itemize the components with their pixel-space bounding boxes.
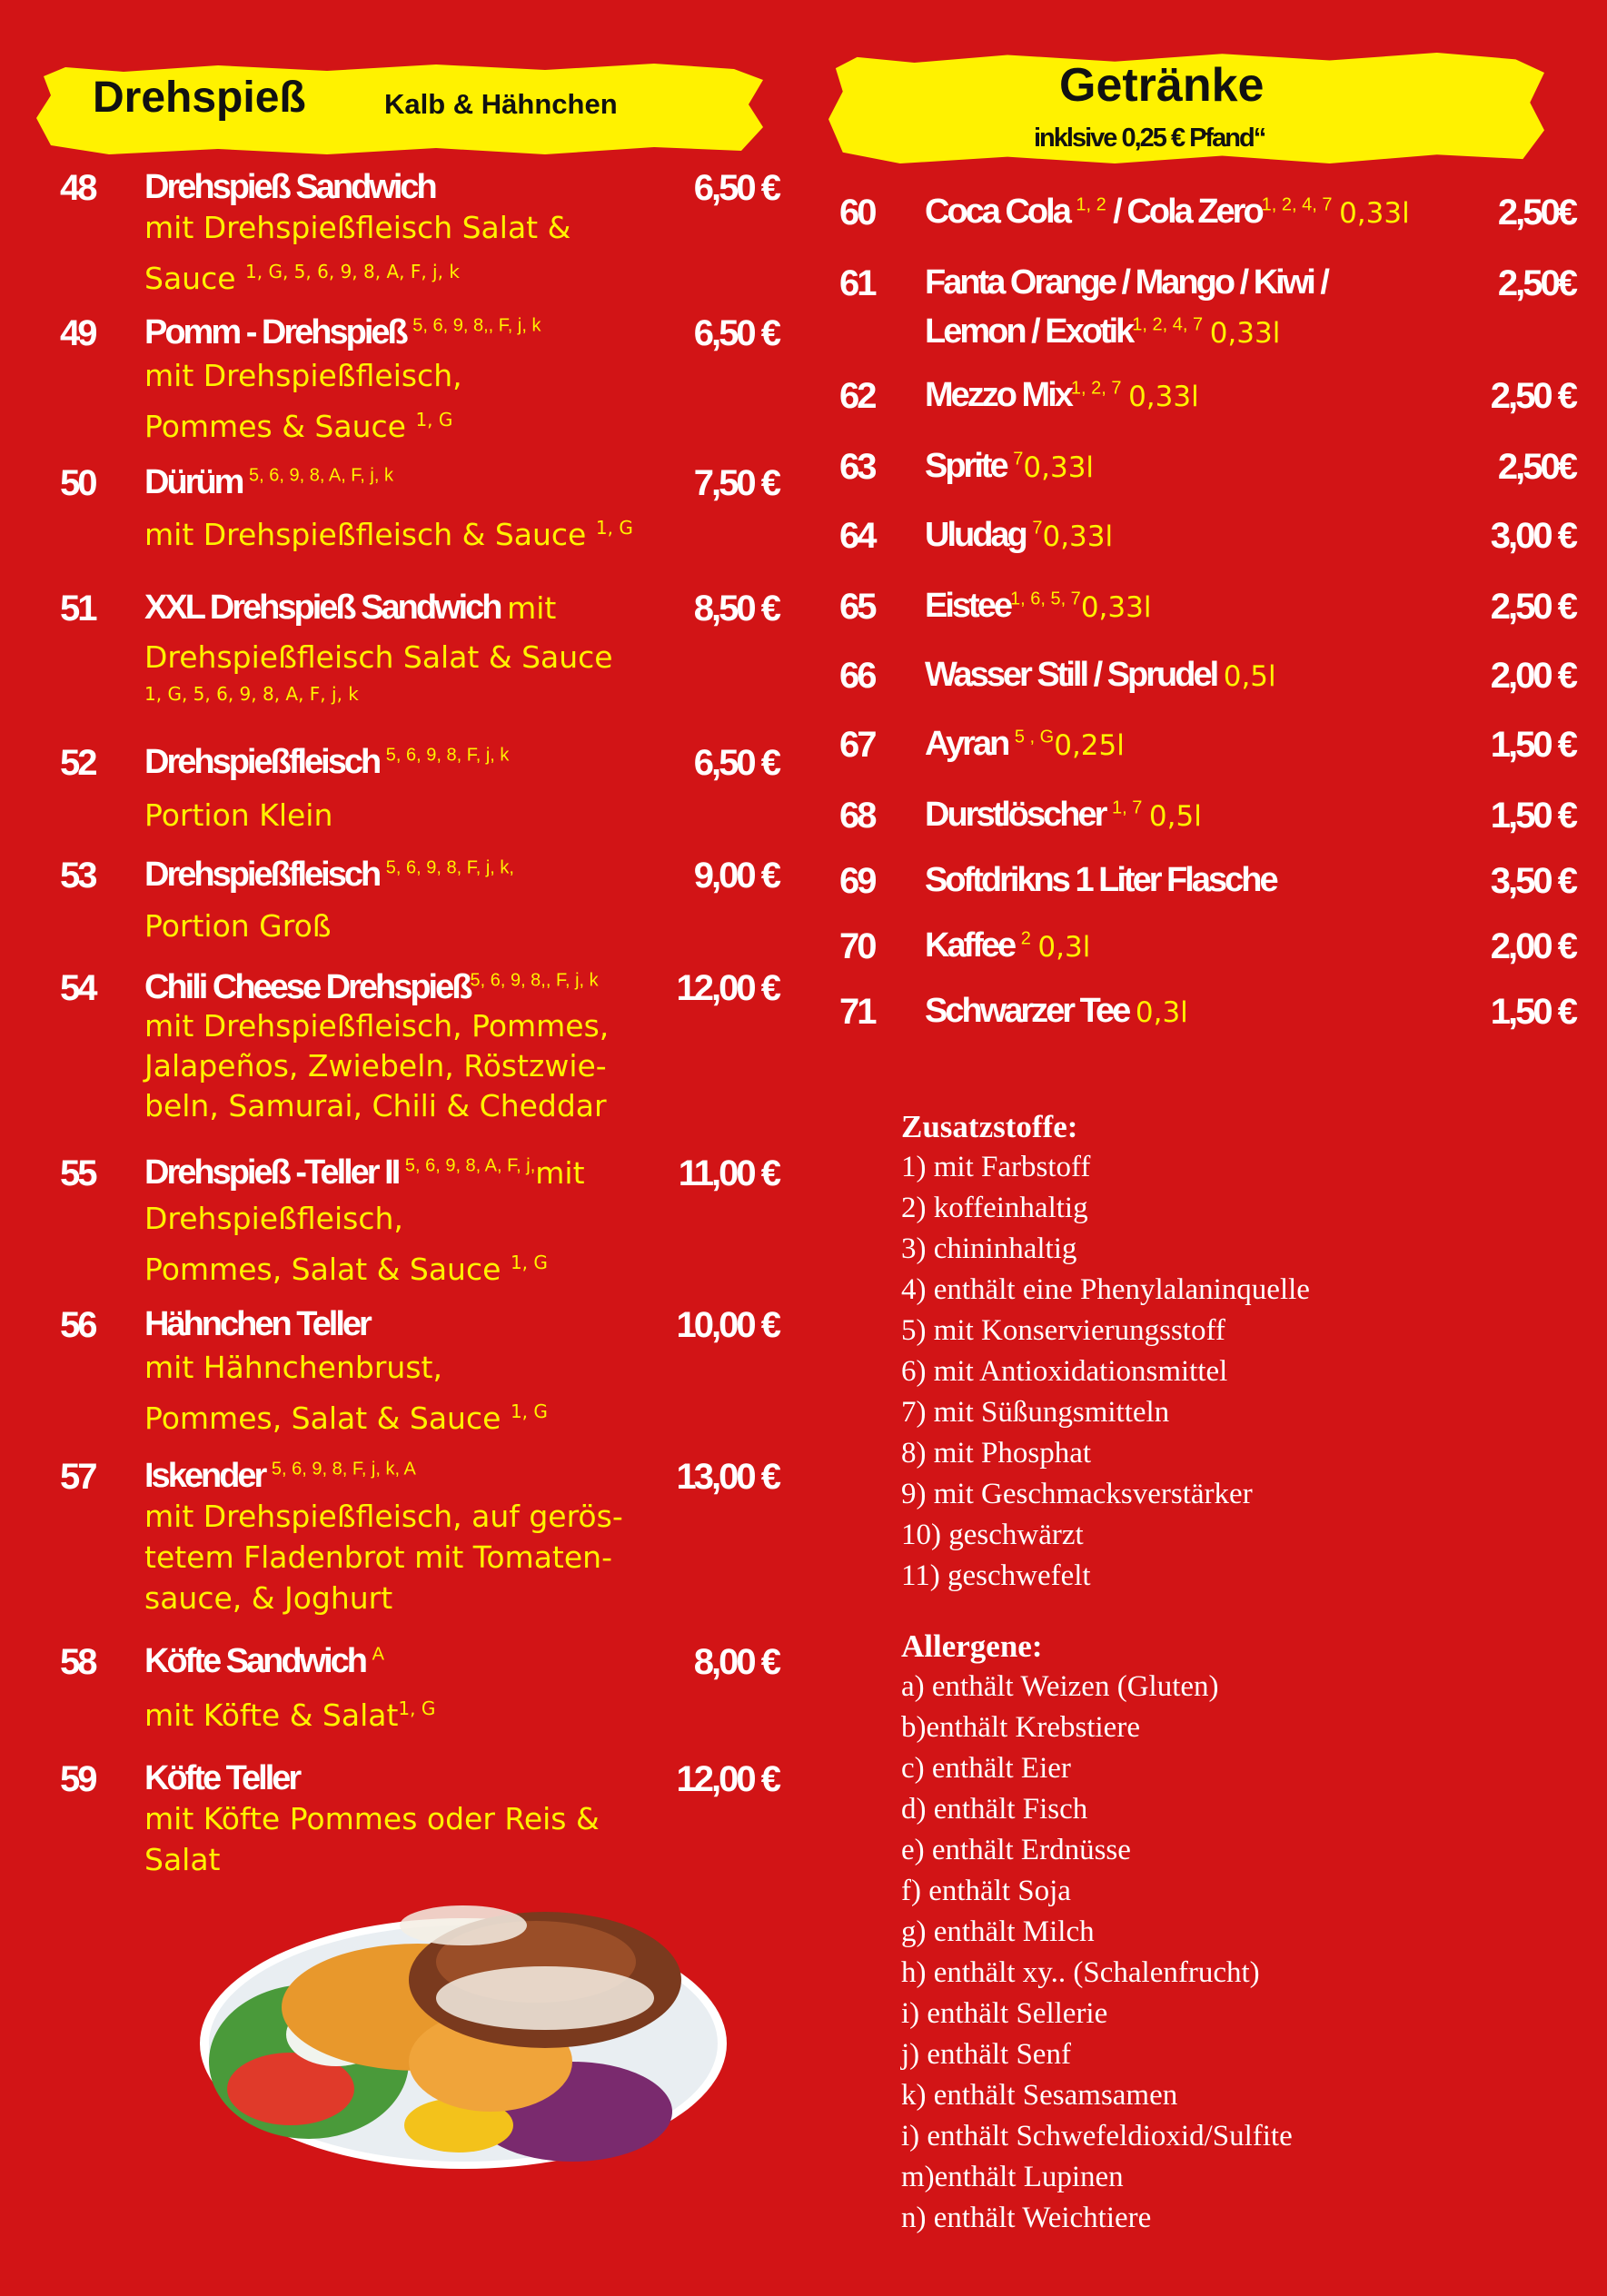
drink-name: Eistee$^{1, 6, 5, 7}$0,33l <box>925 587 1152 625</box>
list-item: 9) mit Geschmacksverstärker <box>901 1478 1253 1510</box>
list-item: h) enthält xy.. (Schalenfrucht) <box>901 1956 1260 1989</box>
item-price: 8,00 € <box>693 1642 779 1682</box>
item-description: Drehspießfleisch, Pommes, Salat & Sauce $^{1, G}$ <box>144 1201 548 1287</box>
item-description: Portion Groß <box>144 908 332 944</box>
drink-name-line2: Lemon / Exotik$^{1, 2, 4, 7}$ 0,33l <box>925 312 1281 351</box>
item-price: 12,00 € <box>676 968 779 1008</box>
drink-name: Mezzo Mix$^{1, 2, 7}$ 0,33l <box>925 376 1199 414</box>
item-description: mit Drehspießfleisch, Pommes & Sauce $^{1, G}$ <box>144 358 462 444</box>
item-price: 13,00 € <box>676 1457 779 1497</box>
right-header-subtitle: inklsive 0,25 € Pfand“ <box>1034 124 1265 153</box>
drink-price: 2,00 € <box>1490 926 1575 966</box>
left-header-title: Drehspieß <box>93 74 306 122</box>
list-item: k) enthält Sesamsamen <box>901 2079 1178 2112</box>
drink-number: 60 <box>839 193 875 233</box>
item-number: 51 <box>60 589 95 628</box>
item-number: 57 <box>60 1457 95 1497</box>
drink-price: 2,50 € <box>1490 376 1575 416</box>
drink-name: Kaffee $^2$ 0,3l <box>925 926 1091 965</box>
drink-number: 68 <box>839 796 875 836</box>
item-price: 7,50 € <box>693 463 779 503</box>
drink-price: 3,00 € <box>1490 516 1575 556</box>
item-description: mit Hähnchenbrust, Pommes, Salat & Sauce $^{1, G}$ <box>144 1350 548 1436</box>
item-name: Drehspießfleisch $^{5, 6, 9, 8, F, j, k,}$ <box>144 856 514 894</box>
item-number: 49 <box>60 313 95 353</box>
list-item: a) enthält Weizen (Gluten) <box>901 1670 1219 1703</box>
list-item: g) enthält Milch <box>901 1915 1095 1948</box>
item-description: mit Köfte & Salat$^{1, G}$ <box>144 1697 436 1733</box>
item-name: Iskender $^{5, 6, 9, 8, F, j, k, A}$ <box>144 1457 416 1495</box>
list-item: i) enthält Schwefeldioxid/Sulfite <box>901 2120 1293 2152</box>
drink-name: Durstlöscher $^{1, 7}$ 0,5l <box>925 796 1202 834</box>
list-item: j) enthält Senf <box>901 2038 1071 2071</box>
drink-name: Wasser Still / Sprudel 0,5l <box>925 656 1276 694</box>
list-item: m)enthält Lupinen <box>901 2161 1124 2193</box>
list-item: n) enthält Weichtiere <box>901 2202 1152 2234</box>
drink-name: Ayran $^{5 , G}$0,25l <box>925 725 1125 763</box>
list-item: 3) chininhaltig <box>901 1232 1077 1265</box>
drink-price: 1,50 € <box>1490 992 1575 1032</box>
item-number: 59 <box>60 1759 95 1799</box>
drink-price: 2,50€ <box>1497 263 1575 303</box>
right-header-title: Getränke <box>1059 59 1265 112</box>
list-item: 8) mit Phosphat <box>901 1437 1092 1470</box>
item-price: 6,50 € <box>693 168 779 208</box>
drink-name: Softdrikns 1 Liter Flasche <box>925 861 1276 899</box>
drink-name: Sprite $^7$0,33l <box>925 447 1095 485</box>
item-name: Drehspießfleisch $^{5, 6, 9, 8, F, j, k}$ <box>144 743 510 781</box>
drink-price: 2,00 € <box>1490 656 1575 696</box>
drink-number: 63 <box>839 447 875 487</box>
left-header-subtitle: Kalb & Hähnchen <box>384 88 618 120</box>
item-name: Pomm - Drehspieß $^{5, 6, 9, 8,, F, j, k}$ <box>144 313 541 351</box>
allergens-list <box>901 1626 1293 2239</box>
item-price: 10,00 € <box>676 1305 779 1345</box>
item-price: 9,00 € <box>693 856 779 896</box>
item-description: Drehspießfleisch Salat & Sauce <box>144 639 613 675</box>
drink-price: 3,50 € <box>1490 861 1575 901</box>
list-item: i) enthält Sellerie <box>901 1997 1108 2030</box>
item-price: 6,50 € <box>693 313 779 353</box>
list-item: e) enthält Erdnüsse <box>901 1834 1131 1866</box>
list-item: 11) geschwefelt <box>901 1559 1091 1592</box>
doner-plate-image <box>191 1880 736 2180</box>
drink-name: Uludag $^7$0,33l <box>925 516 1114 554</box>
list-item: 4) enthält eine Phenylalaninquelle <box>901 1273 1310 1306</box>
list-item: 6) mit Antioxidationsmittel <box>901 1355 1228 1388</box>
drink-price: 2,50 € <box>1490 587 1575 627</box>
list-item: 1) mit Farbstoff <box>901 1151 1091 1183</box>
drink-number: 69 <box>839 861 875 901</box>
drink-name: Schwarzer Tee 0,3l <box>925 992 1188 1030</box>
item-number: 54 <box>60 968 95 1008</box>
item-number: 58 <box>60 1642 95 1682</box>
additives-heading: Zusatzstoffe: <box>901 1109 1078 1144</box>
item-number: 48 <box>60 168 95 208</box>
item-name: Chili Cheese Drehspieß$^{5, 6, 9, 8,, F, j, k}$ <box>144 968 599 1006</box>
item-description: mit Drehspießfleisch, auf gerös- tetem Fladenbrot mit Tomaten- sauce, & Joghurt <box>144 1499 623 1616</box>
item-name: Köfte Teller <box>144 1759 300 1797</box>
item-name: XXL Drehspieß Sandwich mit <box>144 589 557 627</box>
item-description: mit Drehspießfleisch, Pommes, Jalapeños, Zwiebeln, Röstzwie- beln, Samurai, Chili & Cheddar <box>144 1008 610 1123</box>
drink-price: 2,50€ <box>1497 447 1575 487</box>
item-name: Drehspieß -Teller II $^{5, 6, 9, 8, A, F, j,}$mit <box>144 1153 585 1192</box>
drink-price: 2,50€ <box>1497 193 1575 233</box>
drink-number: 61 <box>839 263 875 303</box>
drink-number: 65 <box>839 587 875 627</box>
item-name: Hähnchen Teller <box>144 1305 370 1343</box>
drink-name: Fanta Orange / Mango / Kiwi / <box>925 263 1327 302</box>
item-description: mit Drehspießfleisch Salat & Sauce $^{1, G, 5, 6, 9, 8, A, F, j, k}$ <box>144 210 571 296</box>
item-price: 12,00 € <box>676 1759 779 1799</box>
drink-number: 67 <box>839 725 875 765</box>
item-price: 11,00 € <box>678 1153 779 1193</box>
drink-number: 71 <box>839 992 875 1032</box>
drink-number: 62 <box>839 376 875 416</box>
item-name: Dürüm $^{5, 6, 9, 8, A, F, j, k}$ <box>144 463 393 501</box>
item-number: 55 <box>60 1153 95 1193</box>
list-item: f) enthält Soja <box>901 1875 1071 1907</box>
additives-list <box>901 1106 1310 1597</box>
item-name: Köfte Sandwich $^A$ <box>144 1642 384 1680</box>
list-item: 7) mit Süßungsmitteln <box>901 1396 1170 1429</box>
item-price: 6,50 € <box>693 743 779 783</box>
item-number: 52 <box>60 743 95 783</box>
list-item: b)enthält Krebstiere <box>901 1711 1140 1744</box>
item-number: 56 <box>60 1305 95 1345</box>
list-item: d) enthält Fisch <box>901 1793 1088 1826</box>
drink-price: 1,50 € <box>1490 725 1575 765</box>
item-description: mit Drehspießfleisch & Sauce $^{1, G}$ <box>144 517 633 552</box>
drink-number: 70 <box>839 926 875 966</box>
item-number: 53 <box>60 856 95 896</box>
list-item: c) enthält Eier <box>901 1752 1071 1785</box>
drink-number: 64 <box>839 516 875 556</box>
drink-number: 66 <box>839 656 875 696</box>
drink-name: Coca Cola $^{1, 2}$ / Cola Zero$^{1, 2, 4, 7}$ 0,33l <box>925 193 1410 231</box>
list-item: 5) mit Konservierungsstoff <box>901 1314 1225 1347</box>
item-description: Portion Klein <box>144 797 333 833</box>
drink-price: 1,50 € <box>1490 796 1575 836</box>
list-item: 10) geschwärzt <box>901 1519 1084 1551</box>
list-item: 2) koffeinhaltig <box>901 1192 1088 1224</box>
item-description: mit Köfte Pommes oder Reis & Salat <box>144 1801 600 1877</box>
item-price: 8,50 € <box>693 589 779 628</box>
item-name: Drehspieß Sandwich <box>144 168 435 206</box>
item-allergen-codes: 1, G, 5, 6, 9, 8, A, F, j, k <box>144 683 359 705</box>
allergens-heading: Allergene: <box>901 1628 1043 1664</box>
item-number: 50 <box>60 463 95 503</box>
